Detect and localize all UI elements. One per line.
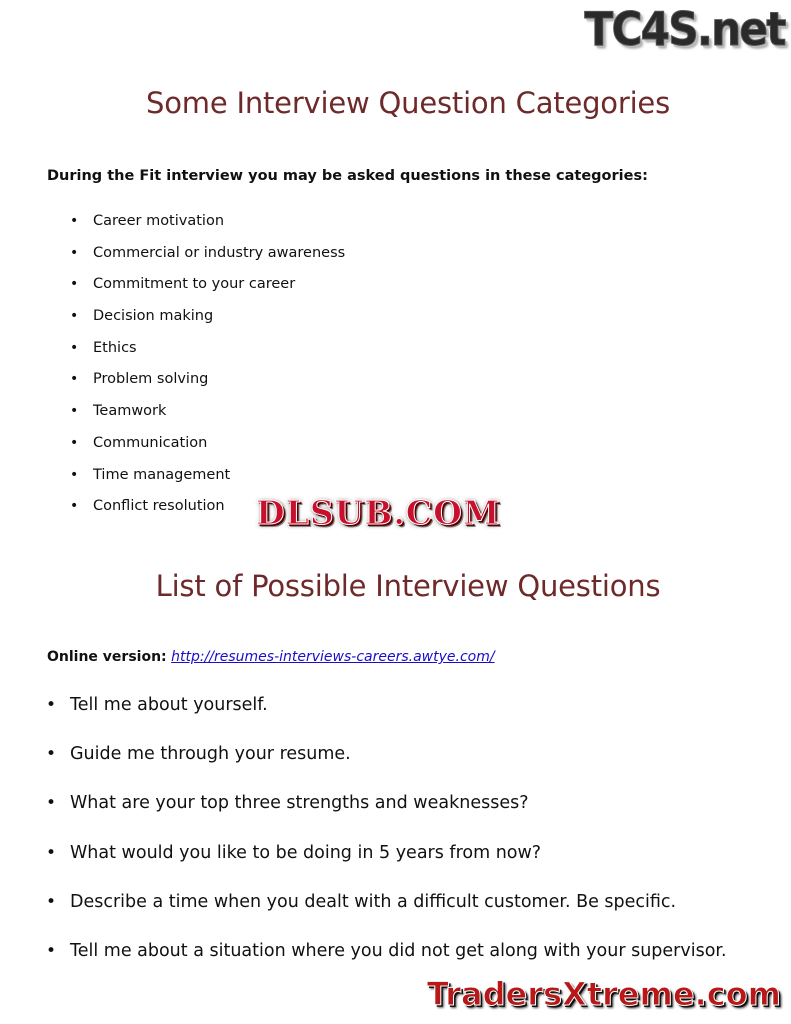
categories-intro: During the Fit interview you may be asked questions in these categories: xyxy=(47,168,648,184)
list-item: • Career motivation xyxy=(70,211,345,243)
list-item: • Communication xyxy=(70,433,345,465)
list-item: • Guide me through your resume. xyxy=(46,741,727,790)
list-item: • Tell me about a situation where you did not get along with your supervisor. xyxy=(46,938,727,987)
questions-title: List of Possible Interview Questions xyxy=(155,569,661,603)
list-item: • Describe a time when you dealt with a difficult customer. Be specific. xyxy=(46,889,727,938)
online-version-link[interactable]: http://resumes-interviews-careers.awtye.com/ xyxy=(171,649,495,665)
list-item: • Teamwork xyxy=(70,401,345,433)
list-item: • Commercial or industry awareness xyxy=(70,243,345,275)
list-item: • Tell me about yourself. xyxy=(46,692,727,741)
tc4s-watermark: TC4S.net xyxy=(584,2,785,56)
list-item: • Decision making xyxy=(70,306,345,338)
online-version-line xyxy=(47,649,495,665)
categories-title: Some Interview Question Categories xyxy=(146,86,670,120)
dlsub-watermark: DLSUB.COM xyxy=(256,493,501,532)
list-item: • What are your top three strengths and weaknesses? xyxy=(46,790,727,839)
list-item: • Problem solving xyxy=(70,369,345,401)
categories-list xyxy=(70,211,345,528)
online-version-label: Online version: xyxy=(47,649,167,665)
list-item: • Conflict resolution xyxy=(70,496,345,528)
list-item: • Time management xyxy=(70,465,345,497)
list-item: • Commitment to your career xyxy=(70,274,345,306)
list-item: • Ethics xyxy=(70,338,345,370)
tradersxtreme-watermark: TradersXtreme.com xyxy=(426,975,781,1013)
questions-list xyxy=(46,692,727,987)
list-item: • What would you like to be doing in 5 years from now? xyxy=(46,840,727,889)
